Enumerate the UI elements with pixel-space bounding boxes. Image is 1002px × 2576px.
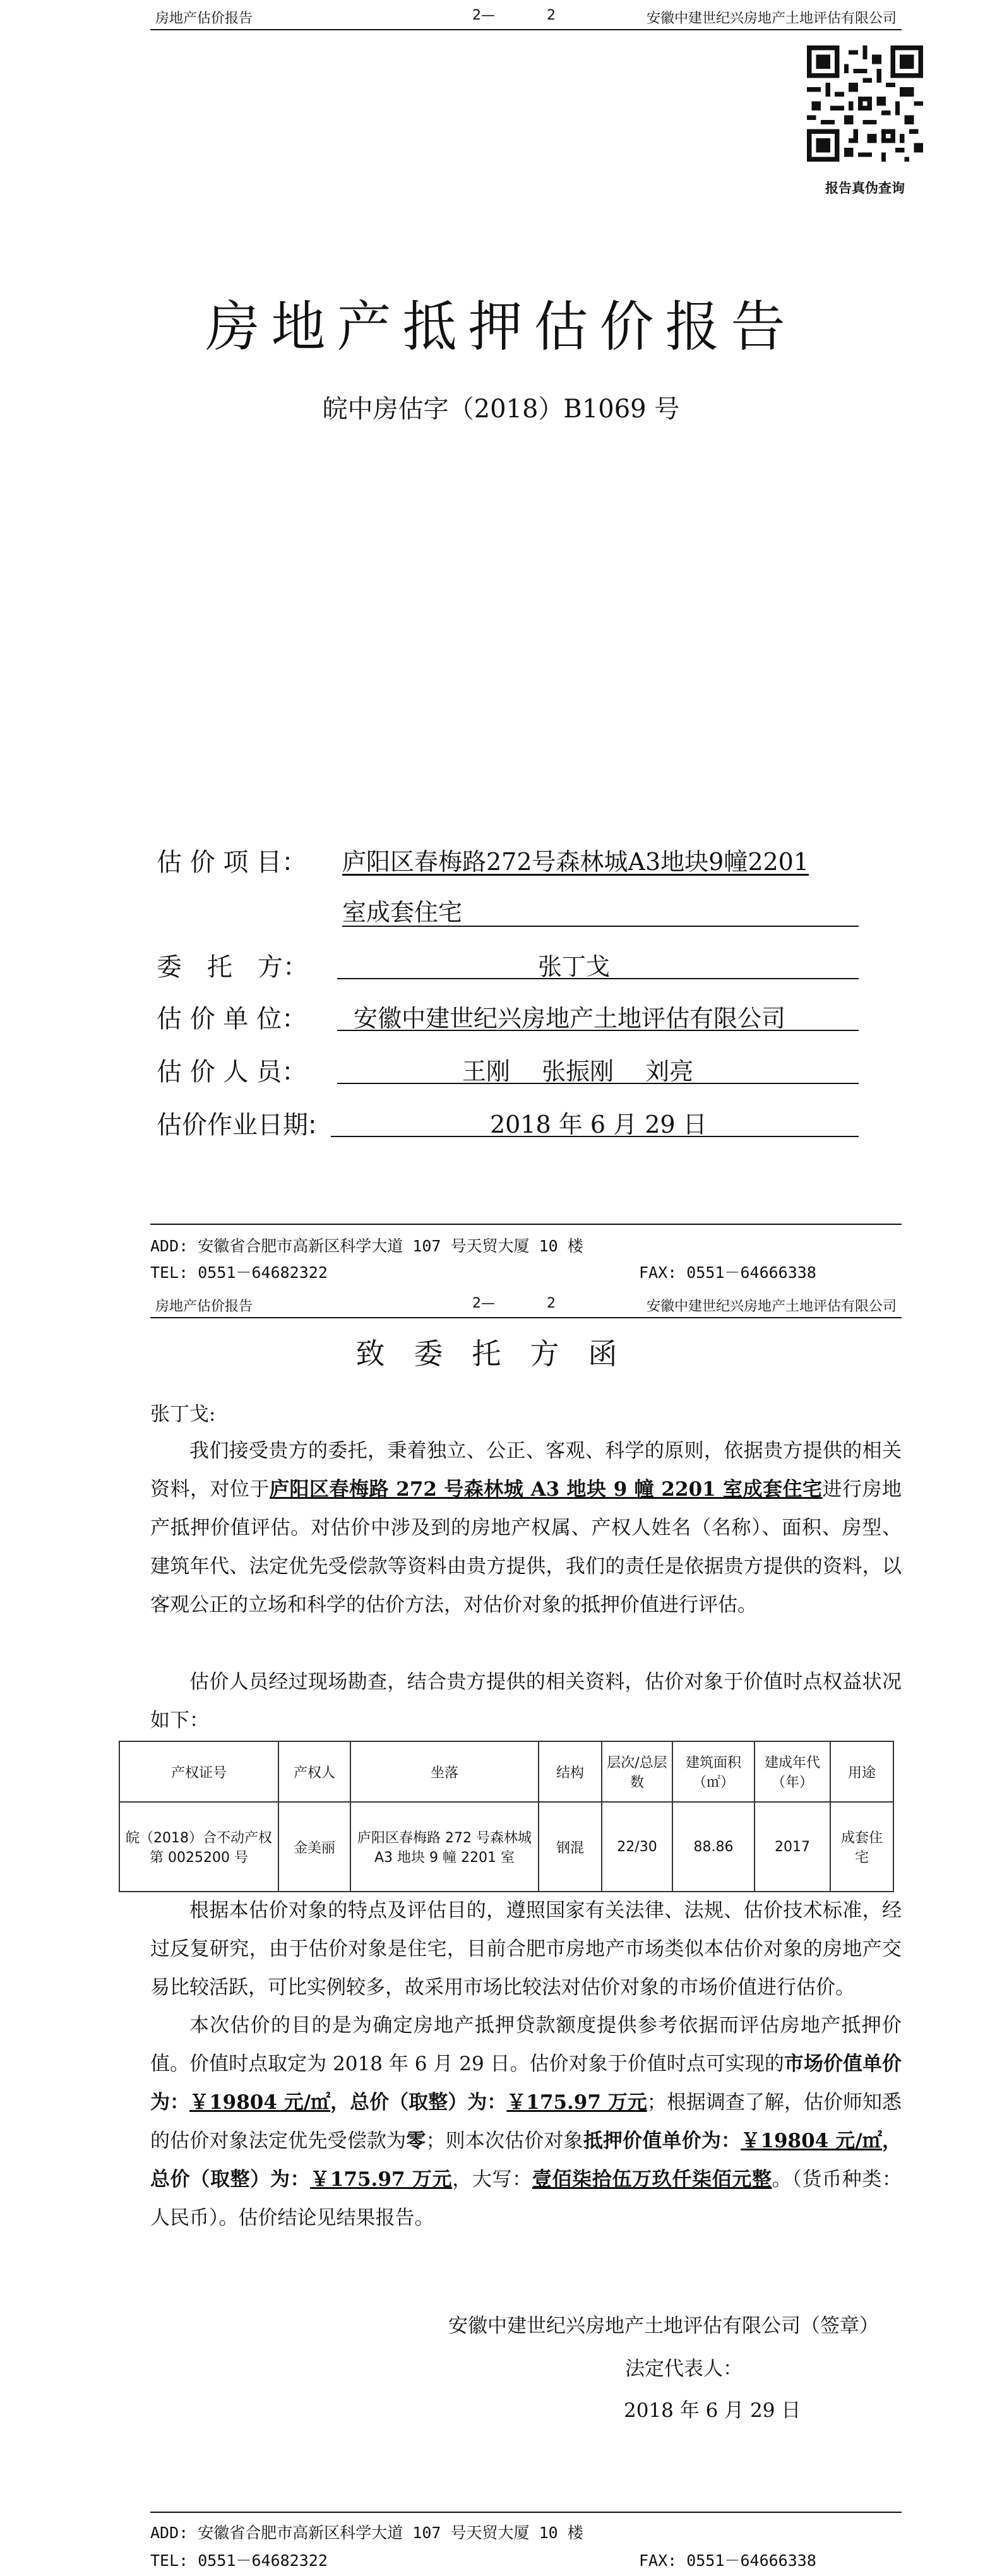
property-address: 庐阳区春梅路 272 号森林城 A3 地块 9 幢 2201 室成套住宅 (270, 1478, 823, 1501)
paragraph-2: 估价人员经过现场勘查，结合贵方提供的相关资料，估价对象于价值时点权益状况如下： (150, 1671, 902, 1732)
staff-underline (337, 1083, 859, 1084)
table-cell: 88.86 (672, 1802, 754, 1892)
unit-underline (337, 1030, 859, 1031)
table-row (119, 1802, 893, 1892)
paragraph-4-text: 。（货币种类：人民币）。估价结论见结果报告。 (150, 2168, 902, 2229)
header-left-text: 房地产估价报告 (155, 11, 253, 27)
table-header-row (119, 1741, 893, 1802)
report-number: 皖中房估字（2018）B1069 号 (322, 395, 680, 424)
priority-claim-value: 零 (406, 2130, 426, 2152)
table-header: 产权证号 (119, 1741, 278, 1802)
paragraph-1-text-b: 进行房地产抵押价值评估。对估价中涉及到的房地产权属、产权人姓名（名称）、面积、房型、建筑年代、法定优先受偿款等资料由贵方提供，我们的责任是依据贵方提供的资料，以客观公正的立场和科学的估价方法，对估价对象的抵押价值进行评估。 (150, 1478, 902, 1616)
paragraph-4-text: ，大写： (452, 2168, 532, 2191)
market-unit-price-label: 市场价值单价为： (150, 2053, 902, 2114)
mortgage-unit-price-value: ￥19804 元/㎡ (741, 2130, 883, 2152)
letter-title: 致委托方函 (355, 1337, 647, 1371)
paragraph-1-text-a: 我们接受贵方的委托，秉着独立、公正、客观、科学的原则，依据贵方提供的相关资料，对位于 (150, 1440, 902, 1501)
page-header (150, 1288, 902, 1318)
qr-label: 报告真伪查询 (825, 181, 905, 196)
client-value: 张丁戈 (538, 953, 611, 981)
footer-tel: TEL: 0551－64682322 (150, 1263, 328, 1282)
table-header: 结构 (539, 1741, 602, 1802)
project-value-line1: 庐阳区春梅路272号森林城A3地块9幢2201 (342, 848, 809, 876)
date-underline (331, 1136, 859, 1137)
table-header: 建筑面积（㎡） (672, 1741, 754, 1802)
footer-divider (150, 2512, 902, 2513)
salutation: 张丁戈: (150, 1403, 216, 1426)
header-page-total: 2 (547, 8, 556, 23)
footer-fax: FAX: 0551－64666338 (639, 1263, 816, 1282)
project-underline (342, 926, 859, 927)
market-total-label: ，总价（取整）为： (330, 2091, 507, 2114)
footer-fax: FAX: 0551－64666338 (639, 2551, 816, 2570)
staff-value: 王刚 张振刚 刘亮 (462, 1058, 694, 1085)
page-header (150, 0, 902, 30)
market-total-value: ￥175.97 万元 (506, 2091, 647, 2114)
signing-company: 安徽中建世纪兴房地产土地评估有限公司（签章） (448, 2315, 879, 2337)
client-underline (337, 978, 859, 979)
table-cell: 2017 (754, 1802, 830, 1892)
table-cell: 22/30 (602, 1802, 672, 1892)
table-cell: 成套住宅 (830, 1802, 893, 1892)
staff-label: 估 价 人 员： (157, 1058, 307, 1087)
property-table (119, 1741, 894, 1892)
header-page-total: 2 (547, 1296, 556, 1311)
market-unit-price-value: ￥19804 元/㎡ (189, 2091, 331, 2114)
table-cell: 皖（2018）合不动产权第 0025200 号 (119, 1802, 278, 1892)
signing-date: 2018 年 6 月 29 日 (624, 2399, 801, 2422)
project-value-line2: 室成套住宅 (342, 898, 463, 926)
footer-tel: TEL: 0551－64682322 (150, 2551, 328, 2570)
header-right-text: 安徽中建世纪兴房地产土地评估有限公司 (646, 11, 897, 27)
table-header: 用途 (830, 1741, 893, 1802)
table-cell: 金美丽 (278, 1802, 350, 1892)
table-header: 建成年代（年） (754, 1741, 830, 1802)
work-date-value: 2018 年 6 月 29 日 (490, 1111, 707, 1138)
table-cell: 庐阳区春梅路 272 号森林城 A3 地块 9 幢 2201 室 (350, 1802, 539, 1892)
header-page-number: 2— (472, 8, 495, 23)
footer-divider (150, 1224, 902, 1225)
header-left-text: 房地产估价报告 (155, 1299, 253, 1315)
paragraph-4 (150, 2007, 902, 2238)
header-right-text: 安徽中建世纪兴房地产土地评估有限公司 (646, 1299, 897, 1315)
footer-address: ADD: 安徽省合肥市高新区科学大道 107 号天贸大厦 10 楼 (150, 2524, 583, 2542)
table-header: 层次/总层数 (602, 1741, 672, 1802)
paragraph-4-text: ；根据调查了解，估价师知悉的估价对象法定优先受偿款为 (150, 2091, 902, 2152)
paragraph-4-text: ；则本次估价对象 (426, 2130, 583, 2152)
legal-representative: 法定代表人： (625, 2358, 743, 2380)
report-title: 房地产抵押估价报告 (205, 295, 797, 359)
mortgage-total-value: ￥175.97 万元 (310, 2168, 453, 2191)
table-header: 坐落 (350, 1741, 539, 1802)
mortgage-unit-price-label: 抵押价值单价为： (583, 2130, 741, 2152)
paragraph-4-text: 本次估价的目的是为确定房地产抵押贷款额度提供参考依据而评估房地产抵押价值。价值时点取定为 2018 年 6 月 29 日。估价对象于价值时点可实现的 (150, 2014, 902, 2075)
appraiser-unit-label: 估 价 单 位： (157, 1005, 307, 1034)
paragraph-3: 根据本估价对象的特点及评估目的，遵照国家有关法律、法规、估价技术标准，经过反复研究，由于估价对象是住宅，目前合肥市房地产市场类似本估价对象的房地产交易比较活跃，可比实例较多，故采用市场比较法对估价对象的市场价值进行估价。 (150, 1899, 902, 1999)
header-page-number: 2— (472, 1296, 495, 1311)
table-header: 产权人 (278, 1741, 350, 1802)
client-label: 委 托 方： (157, 953, 308, 982)
mortgage-total-label: ，总价（取整）为： (150, 2130, 902, 2191)
work-date-label: 估价作业日期: (157, 1111, 317, 1140)
footer-address: ADD: 安徽省合肥市高新区科学大道 107 号天贸大厦 10 楼 (150, 1237, 583, 1255)
paragraph-1 (150, 1432, 902, 1625)
qr-code[interactable] (807, 45, 923, 162)
amount-in-words: 壹佰柒拾伍万玖仟柒佰元整 (532, 2168, 772, 2191)
appraiser-unit-value: 安徽中建世纪兴房地产土地评估有限公司 (354, 1005, 786, 1032)
project-label: 估 价 项 目： (157, 848, 307, 877)
table-cell: 钢混 (539, 1802, 602, 1892)
